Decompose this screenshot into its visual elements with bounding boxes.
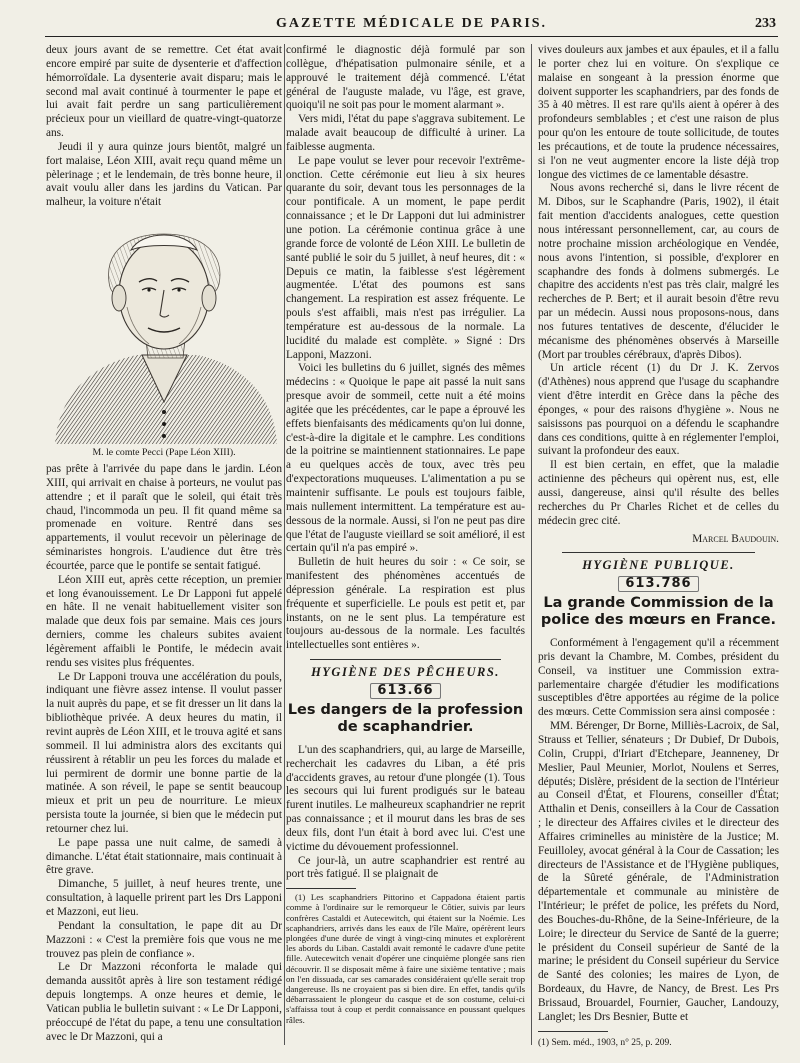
column-middle (286, 44, 525, 1025)
paragraph: Pendant la consultation, le pape dit au Dr Mazzoni : « C'est la première fois que vous ne me trouvez pas plein de confiance ». (46, 919, 282, 960)
pope-portrait-illustration (47, 212, 281, 444)
paragraph: Le pape voulut se lever pour recevoir l'extrême-onction. Cette cérémonie eut lieu à six heures quarante du soir, devant tous les personnages de la cour pontificale. A un moment, le pape perdit connaissance ; et le Dr Lapponi dut lui administrer une potion. La cérémonie continua grâce à une grande force de volonté de Léon XIII. Le bulletin de santé publié le soir du 5 juillet, à neuf heures, dit : « Depuis ce matin, la faiblesse s'est légèrement augmentée. L'état des poumons est sans changement. La respiration est assez fréquente. Le pouls s'est affaibli, mais n'est pas irrégulier. La température est au-dessous de la normale. La lucidité du malade est complète. » Signé : Drs Lapponi, Mazzoni. (286, 154, 525, 361)
page-number: 233 (755, 16, 776, 31)
section-divider (310, 659, 501, 660)
paragraph: Léon XIII eut, après cette réception, un premier et long évanouissement. Le Dr Lapponi fut appelé en hâte. Il ne venait habituellement visiter son malade que deux fois par semaine. Mais ces jours derniers, comme les chaleurs subites avaient légèrement affaibli le Pontife, le médecin avait rendu ses visites plus fréquentes. (46, 573, 282, 669)
column-divider (531, 44, 532, 1045)
author-signature: Marcel Baudouin. (692, 532, 779, 545)
column-right (538, 44, 779, 1048)
paragraph: Il est bien certain, en effet, que la maladie actinienne des pêcheurs qui opèrent nus, est, elle aussi, dangereuse, ainsi qu'il résulte des belles recherches du Pr Charles Richet et de celles du médecin grec cité. (538, 459, 779, 527)
footnote-divider (538, 1031, 608, 1032)
paragraph: Vers midi, l'état du pape s'aggrava subitement. Le malade avait beaucoup de difficulté à uriner. La faiblesse augmenta. (286, 113, 525, 153)
paragraph: Jeudi il y aura quinze jours bientôt, malgré un fort malaise, Léon XIII, avait reçu quand même un pèlerinage ; et le lendemain, de très bonne heure, il avait voulu aller dans les jardins du Vatican. Par malheur, la voiture n'était (46, 140, 282, 209)
journal-title: GAZETTE MÉDICALE DE PARIS. (275, 16, 548, 31)
paragraph: Le Dr Lapponi trouva une accélération du pouls, indiquant une fièvre assez intense. Il voulut passer la nuit auprès du pape, et se fit dresser un lit dans la bibliothèque privée. A deux heures du matin, il revint auprès de Léon XIII, et le trouva agité et sans sommeil. Il lui administra alors des excitants qui réussirent à rétablir un peu les forces du malade et lui permirent de dormir une bonne partie de la matinée. A son réveil, le pape se sentit beaucoup mieux et prit un peu de nourriture. Le mieux persista toute la journée, si bien que le médecin put retourner chez lui. (46, 670, 282, 835)
paragraph: L'un des scaphandriers, qui, au large de Marseille, recherchait les cadavres du Liban, a été pris d'accidents graves, au retour d'une plongée (1). Tous les secours qui lui furent prodigués sur le bateau furent inutiles. Le malheureux scaphandrier ne reprit pas connaissance ; et il mourut dans les bras de ses deux fils, dont l'un était à bord avec lui. C'est une victime du dévouement professionnel. (286, 743, 525, 853)
paragraph: pas prête à l'arrivée du pape dans le jardin. Léon XIII, qui arrivait en chaise à porteurs, ne voulut pas attendre ; et il paraît que le soleil, qui était très chaud, l'incommoda un peu. Il fit quand même sa promenade en voiture. Rentré dans ses appartements, il voulut recevoir un pèlerinage de séminaristes hongrois. L'audience dut être très écourtée, parce que le pontife se sentait fatigué. (46, 462, 282, 572)
paragraph: Dimanche, 5 juillet, à neuf heures trente, une consultation, à laquelle prirent part les Drs Lapponi et Mazzoni, eut lieu. (46, 878, 282, 918)
paragraph: vives douleurs aux jambes et aux épaules, et il a fallu le porter chez lui en voiture. On s'explique ce malaise en songeant à la pression énorme que doivent supporter les scaphandriers, par des fonds de 35 à 40 mètres. Il est rare qu'ils aient à opérer à des profondeurs semblables ; et c'est une raison de plus pour qu'on les entoure de toute sollicitude, de toutes les précautions, et de toute la prudence nécessaires, si l'on ne veut augmenter encore la liste déjà trop longue des victimes de ce lamentable désastre. (538, 44, 779, 181)
article-title: Les dangers de la profession de scaphandrier. (287, 701, 524, 735)
section-heading: HYGIÈNE PUBLIQUE. (582, 558, 735, 573)
classification-number (286, 683, 525, 699)
paragraph: confirmé le diagnostic déjà formulé par son collègue, d'hépatisation pulmonaire sénile, et a approuvé le traitement déjà commencé. L'état général de l'auguste malade, vu l'âge, est grave, quoiqu'il ne soit pas pour le moment alarmant ». (286, 44, 525, 112)
running-header (45, 16, 778, 37)
section-divider (562, 552, 755, 553)
paragraph: Conformément à l'engagement qu'il a récemment pris devant la Chambre, M. Combes, président du Conseil, va instituer une Commission extra-parlementaire chargée d'étudier les modifications susceptibles d'être apportées au régime de la police des mœurs. Cette Commission sera ainsi composée : (538, 637, 779, 719)
footnote: (1) Sem. méd., 1903, n° 25, p. 209. (538, 1037, 672, 1048)
column-divider (284, 44, 285, 1045)
portrait-caption: M. le comte Pecci (Pape Léon XIII). (92, 447, 236, 459)
footnote-divider (286, 888, 356, 889)
paragraph: MM. Bérenger, Dr Borne, Milliès-Lacroix, de Sal, Strauss et Tellier, sénateurs ; Dr Dubief, Dr Dubois, Colin, Cruppi, d'Iriart d'Etchepare, Jeanneney, Dr Meslier, Paul Meunier, Morlot, Noulens et Serres, députés; Dislère, président de la section de l'Intérieur au Conseil d'État, et Flourens, conseiller d'État; Atthalin et Denis, conseillers à la Cour de Cassation ; le directeur des Affaires civiles et le directeur des Affaires criminelles au ministère de la Justice; M. Feuilloley, avocat général à la Cour de Cassation; les directeurs de l'Assistance et de l'Hygiène publiques, de la Sûreté générale, de l'Administration départementale et communale au ministère de l'Intérieur; le préfet de police, les préfets du Nord, des Bouches-du-Rhône, de la Seine-Inférieure, de la Loire; le directeur du Service de Santé de la guerre; le président du Conseil supérieur de Santé de la marine; le président du Conseil supérieur du Service de Santé des colonies; les maires de Lyon, de Bordeaux, du Havre, de Nancy, de Brest. Les Prs Brissaud, Brouardel, Fournier, Gaucher, Landouzy, Langlet; les Drs Besnier, Butte et (538, 720, 779, 1023)
classification-number (538, 576, 779, 592)
column-left (46, 44, 282, 1044)
paragraph: Le Dr Mazzoni réconforta le malade qui demanda aussitôt après à lire son testament rédigé depuis longtemps. A onze heures et demie, le Vatican publia le bulletin suivant : « Le Dr Lapponi, préoccupé de l'état du pape, a tenu une consultation avec le Dr Mazzoni, qui a (46, 961, 282, 1043)
paragraph: Le pape passa une nuit calme, de samedi à dimanche. L'état était stationnaire, mais continuait à être grave. (46, 836, 282, 877)
paragraph: Voici les bulletins du 6 juillet, signés des mêmes médecins : « Quoique le pape ait passé la nuit sans presque avoir de sommeil, cette nuit a été moins agitée que les précédentes, car le pape a éprouvé les effets bienfaisants des médicaments qu'on lui donne, c'est-à-dire la digitale et le camphre. Les conditions de la poitrine se maintiennent stationnaires. Le pape a eu quelques accès de toux, avec très peu d'expectorations muqueuses. L'alimentation a pu se maintenir suffisante. Le pouls est toujours faible, mais nullement intermittent. La température est au-dessous de la normale. Aussi, si l'on ne peut pas dire que l'état de l'auguste vieillard se soit amélioré, il est certain qu'il n'a pas empiré ». (286, 362, 525, 555)
paragraph: Ce jour-là, un autre scaphandrier est rentré au port très fatigué. Il se plaignait de (286, 854, 525, 881)
footnote: (1) Les scaphandriers Pittorino et Cappadona étaient partis comme à l'ordinaire sur le remorqueur le Côtier, suivis par leurs confrères Castaldi et Autecewitch, qui étaient sur la Noémie. Les scaphandriers, arrivés dans les eaux de l'île Maïre, opérèrent leurs plongées d'une durée de vingt à vingt-cinq minutes et explorèrent les abords du Liban. Castaldi avait remonté le cadavre d'une petite fille. Autecewitch venait d'opérer une cinquième plongée sans rien découvrir. Il se disposait même à faire une sixième tentative ; mais on l'en dissuada, car ses camarades considéraient qu'elle serait trop dangereuse. Ils ne croyaient pas si bien dire. En effet, tandis qu'ils débarrassaient le plongeur du casque et de son costume, celui-ci s'affaissa tout à coup et perdit connaissance en poussant quelques râles. (286, 892, 525, 1025)
paragraph: deux jours avant de se remettre. Cet état avait encore empiré par suite de dysenterie et d'affection hémorroïdale. La dysenterie avait disparu; mais le second mal avait continué à tourmenter le pape et lui avait fait perdre un sang particulièrement précieux pour un vieillard de quatre-vingt-quatorze ans. (46, 44, 282, 140)
classification-number-label: 613.786 (618, 576, 698, 592)
classification-number-label: 613.66 (370, 683, 440, 699)
paragraph: Un article récent (1) du Dr J. K. Zervos (d'Athènes) nous apprend que l'usage du scaphandre vient d'être interdit en Grèce dans la pêche des éponges, « pour des raisons d'hygiène ». Nous ne saisissons pas pourquoi on a défendu le scaphandre dans ces conditions, quitte à en réglementer l'emploi, suivant la profondeur des eaux. (538, 362, 779, 458)
portrait-engraving (47, 212, 281, 444)
paragraph: Nous avons recherché si, dans le livre récent de M. Dibos, sur le Scaphandre (Paris, 1902), il était fait mention d'accidents analogues, cette question nous intéressant personnellement, car, au cours de notre prochaine mission archéologique en Vendée, nous avons l'intention, si possible, d'explorer en scaphandre des fonds à dolmens submergés. Le chapitre des accidents n'est pas très clair, malgré les recherches de P. Bert; et il aurait besoin d'être revu par un médecin. Aussi nous proposons-nous, dans nos futures tentatives de descente, d'élucider le mécanisme des phénomènes observés à Marseille (Mort par troubles cérébraux, d'après Dibos). (538, 182, 779, 361)
paragraph: Bulletin de huit heures du soir : « Ce soir, se manifestent des phénomènes accentués de dépression générale. La respiration est plus fréquente et superficielle. Le pouls est petit et, par instants, on ne le sent plus. La température est toujours au-dessous de la normale. Les facultés intellectuelles sont entières ». (286, 556, 525, 652)
section-heading: HYGIÈNE DES PÊCHEURS. (311, 665, 500, 680)
article-title: La grande Commission de la police des mœurs en France. (540, 595, 777, 629)
